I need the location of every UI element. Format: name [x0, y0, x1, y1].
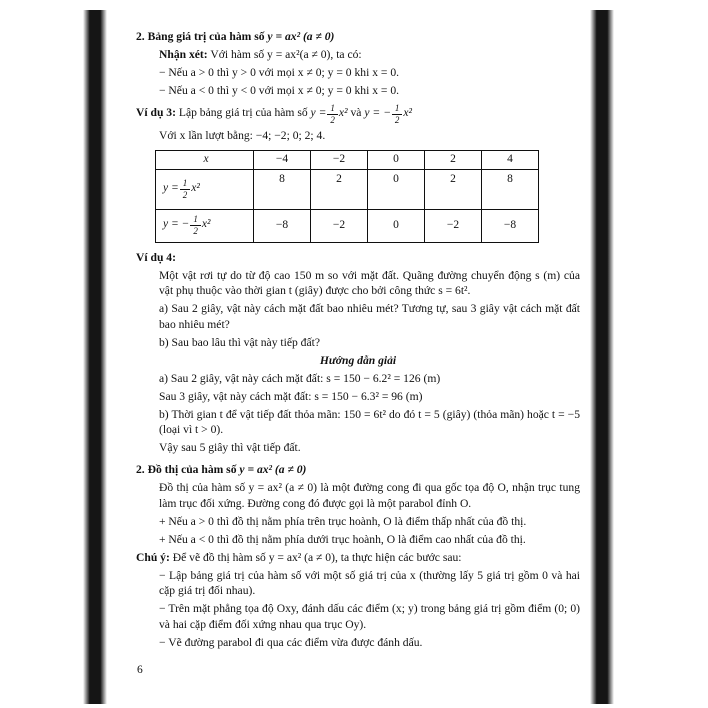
table-row-negative: [156, 209, 539, 242]
section1-heading-label: 2. Bảng giá trị của hàm số: [136, 29, 265, 43]
fraction-numerator: 1: [180, 179, 191, 190]
table-cell: 8: [482, 169, 539, 209]
row-label-suffix: x²: [191, 181, 200, 194]
fraction-one-half: [190, 215, 201, 236]
row-label-suffix: x²: [201, 218, 211, 231]
table-cell: −8: [482, 209, 539, 242]
fraction-denominator: 2: [394, 115, 400, 126]
x-values-line: Với x lần lượt bằng: −4; −2; 0; 2; 4.: [159, 128, 326, 142]
fraction-one-half: [327, 104, 338, 125]
remark-bullet-negative: − Nếu a < 0 thì y < 0 với mọi x ≠ 0; y = 0 khi x = 0.: [159, 83, 400, 97]
table-header-row: [156, 151, 539, 169]
fraction-denominator: 2: [182, 189, 188, 200]
table-cell: −2: [311, 209, 368, 242]
value-table: [155, 150, 539, 242]
header-cell-x: x: [156, 151, 254, 169]
formula2-suffix: x²: [403, 106, 413, 120]
example3-and: và: [350, 106, 362, 120]
example4-question-b: b) Sau bao lâu thì vật này tiếp đất?: [159, 335, 320, 349]
example3-intro: Lập bảng giá trị của hàm số: [178, 106, 308, 120]
fraction-numerator: 1: [392, 104, 403, 115]
remark-text: Với hàm số y = ax²(a ≠ 0), ta có:: [210, 47, 362, 61]
page-content: [136, 26, 580, 653]
example4-problem: Một vật rơi tự do từ độ cao 150 m so với mặt đất. Quãng đường chuyển động s (m) của vật phụ thuộc vào thời gian t (giây) được cho bởi công thức s = 6t².: [159, 268, 580, 298]
solution-b: b) Thời gian t để vật tiếp đất thỏa mãn: 150 = 6t² do đó t = 5 (giây) (thỏa mãn) hoặc t = −5 (loại vì t > 0).: [159, 407, 580, 437]
section1-heading: [136, 29, 580, 45]
book-edge-right: [590, 10, 614, 704]
header-cell: −2: [311, 151, 368, 169]
example3-label: Ví dụ 3:: [136, 106, 176, 120]
fraction-denominator: 2: [330, 115, 335, 126]
table-cell: 0: [368, 209, 425, 242]
note-label: Chú ý:: [136, 550, 170, 564]
table-cell: 2: [425, 169, 482, 209]
row-label-neg-half-x2: [156, 209, 254, 242]
example4-question-a: a) Sau 2 giây, vật này cách mặt đất bao nhiêu mét? Tương tự, sau 3 giây vật cách mặt đất bao nhiêu mét?: [159, 302, 580, 331]
note-line: [136, 550, 580, 566]
row-label-prefix: y =: [163, 181, 179, 194]
section1-heading-formula: y = ax² (a ≠ 0): [267, 29, 335, 43]
fraction-denominator: 2: [193, 226, 198, 237]
table-cell: 2: [311, 169, 368, 209]
formula1-prefix: y =: [310, 106, 327, 120]
header-cell: 0: [368, 151, 425, 169]
page-number: 6: [137, 664, 143, 676]
fraction-one-half: [180, 179, 191, 200]
section2-heading-formula: y = ax² (a ≠ 0): [239, 462, 307, 476]
graph-bullet-positive: + Nếu a > 0 thì đồ thị nằm phía trên trục hoành, O là điểm thấp nhất của đồ thị.: [159, 514, 527, 528]
formula1-suffix: x²: [338, 106, 348, 120]
fraction-one-half: [392, 104, 403, 125]
solution-a-step1: a) Sau 2 giây, vật này cách mặt đất: s = 150 − 6.2² = 126 (m): [159, 371, 441, 385]
solution-conclusion: Vậy sau 5 giây thì vật tiếp đất.: [159, 441, 301, 455]
graph-bullet-negative: + Nếu a < 0 thì đồ thị nằm phía dưới trục hoành, O là điểm cao nhất của đồ thị.: [159, 532, 526, 546]
table-cell: −8: [254, 209, 311, 242]
table-cell: −2: [425, 209, 482, 242]
solution-a-step2: Sau 3 giây, vật này cách mặt đất: s = 150 − 6.3² = 96 (m): [159, 389, 423, 403]
graph-description: Đồ thị của hàm số y = ax² (a ≠ 0) là một đường cong đi qua gốc tọa độ O, nhận trục tung làm trục đối xứng. Đường cong đó được gọi là một parabol đỉnh O.: [159, 480, 580, 510]
header-cell: −4: [254, 151, 311, 169]
table-cell: 8: [254, 169, 311, 209]
note-text: Để vẽ đồ thị hàm số y = ax² (a ≠ 0), ta thực hiện các bước sau:: [172, 550, 462, 564]
fraction-numerator: 1: [327, 104, 338, 115]
section2-heading-label: 2. Đồ thị của hàm số: [136, 462, 237, 476]
table-cell: 0: [368, 169, 425, 209]
book-edge-left: [83, 10, 107, 704]
drawing-step-1: − Lập bảng giá trị của hàm số với một số giá trị của x (thường lấy 5 giá trị gồm 0 và hai cặp giá trị đối nhau).: [159, 568, 580, 598]
header-cell: 4: [482, 151, 539, 169]
example3-line: [136, 104, 580, 125]
remark-bullet-positive: − Nếu a > 0 thì y > 0 với mọi x ≠ 0; y = 0 khi x = 0.: [159, 65, 400, 79]
row-label-prefix: y = −: [163, 218, 190, 231]
remark-line: [136, 47, 580, 63]
drawing-step-3: − Vẽ đường parabol đi qua các điểm vừa được đánh dấu.: [159, 635, 423, 649]
header-cell: 2: [425, 151, 482, 169]
table-row-positive: [156, 169, 539, 209]
row-label-half-x2: [156, 169, 254, 209]
drawing-step-2: − Trên mặt phẳng tọa độ Oxy, đánh dấu các điểm (x; y) trong bảng giá trị gồm điểm (0; 0) và hai cặp điểm đối xứng nhau qua trục Oy).: [159, 602, 580, 631]
formula2-prefix: y = −: [364, 106, 391, 120]
remark-label: Nhận xét:: [159, 47, 208, 61]
formula-neg-half-x-squared: [364, 103, 413, 126]
section2-heading: [136, 462, 580, 478]
fraction-numerator: 1: [190, 215, 201, 226]
example4-label: Ví dụ 4:: [136, 250, 176, 264]
solution-guide-title: Hướng dẫn giải: [319, 353, 397, 367]
formula-half-x-squared: [310, 103, 348, 126]
